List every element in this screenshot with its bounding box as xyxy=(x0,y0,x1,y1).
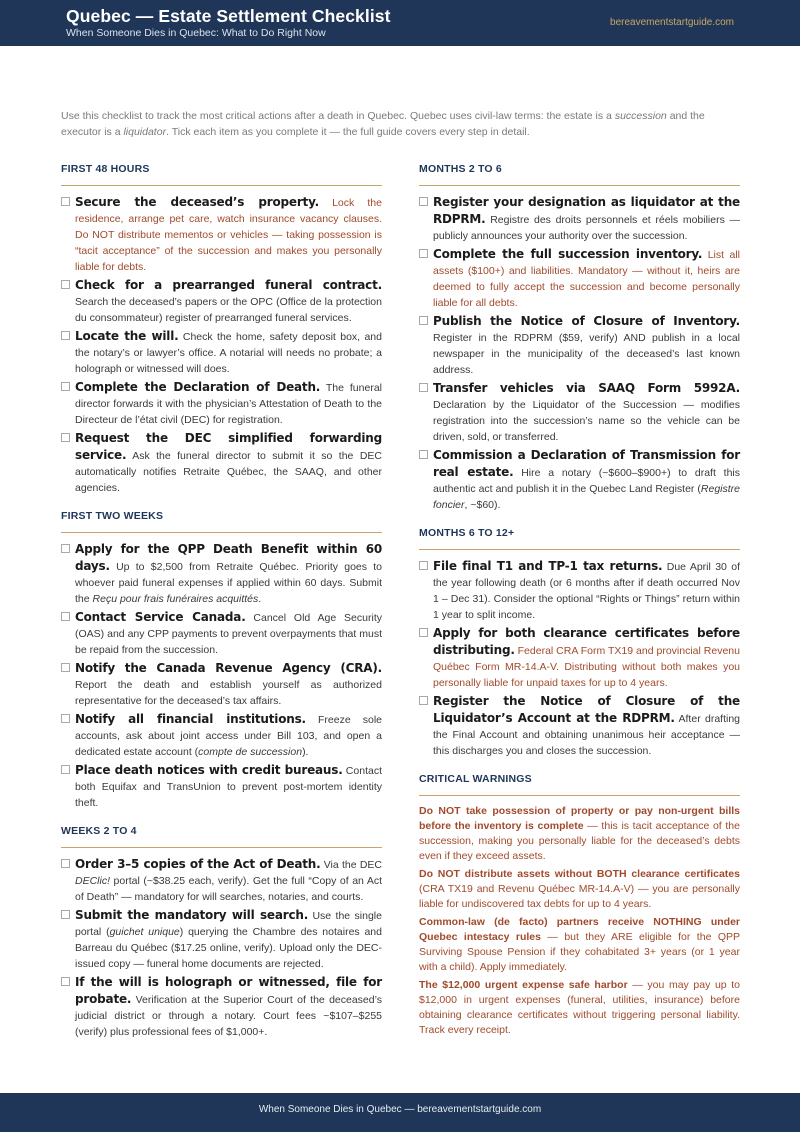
item-heading: Locate the will. xyxy=(75,329,179,343)
item-heading: Transfer vehicles via SAAQ Form 5992A. xyxy=(433,381,740,395)
item-heading: Publish the Notice of Closure of Inventory. xyxy=(433,314,740,328)
item-text: Due April 30 of the year following death (or 6 months after if death occurred Nov 1 – Dec 31). Consider the optional “Rights or Things” return within 1 year to split income. xyxy=(433,561,741,621)
item-heading: Register the Notice of Closure of the Liquidator’s Account at the RDPRM. xyxy=(433,694,740,725)
item-heading: Secure the deceased’s property. xyxy=(75,195,319,209)
checklist-item xyxy=(419,313,740,378)
item-heading: Submit the mandatory will search. xyxy=(75,908,309,922)
item-heading: File final T1 and TP-1 tax returns. xyxy=(433,559,663,573)
item-text: Up to $2,500 from Retraite Québec. Priority goes to whoever paid funeral expenses if applied within 60 days. Submit the xyxy=(75,561,382,605)
checkbox[interactable] xyxy=(419,249,428,258)
warning-text: — you may pay up to $12,000 in urgent expenses (funeral, utilities, insurance) before obtaining clearance certificates without triggering personal liability. Track every receipt. xyxy=(419,979,740,1036)
item-text: Hire a notary (~$600–$900+) to draft this authentic act and publish it in the Quebec Land Register ( xyxy=(433,467,740,495)
checklist-item xyxy=(419,447,740,513)
item-text: ). xyxy=(302,746,309,758)
section-title: FIRST 48 HOURS xyxy=(61,163,382,186)
checklist-item xyxy=(419,246,740,311)
section-title: MONTHS 2 TO 6 xyxy=(419,163,740,186)
item-text: Freeze sole accounts, ask about joint access under Bill 103, and open a dedicated estate account ( xyxy=(75,714,382,758)
item-heading: Contact Service Canada. xyxy=(75,610,246,624)
checkbox[interactable] xyxy=(61,859,70,868)
checkbox[interactable] xyxy=(61,280,70,289)
item-text: , ~$60). xyxy=(464,499,501,511)
checkbox[interactable] xyxy=(61,331,70,340)
section-title: CRITICAL WARNINGS xyxy=(419,773,740,796)
section-first-48-hours xyxy=(61,163,382,496)
warning-text: (CRA TX19 and Revenu Québec MR-14.A-V) — you are personally liable for undiscovered tax debts for up to 4 years. xyxy=(419,883,740,910)
checkbox[interactable] xyxy=(419,316,428,325)
checklist xyxy=(61,541,382,811)
checklist-item xyxy=(61,660,382,709)
item-warning-text: Federal CRA Form TX19 and provincial Revenu Québec Form MR-14.A-V. Distributing without both makes you personally liable for unpaid taxes for up to 4 years. xyxy=(433,645,740,689)
intro-text: and the executor is a xyxy=(61,110,705,138)
checklist-item xyxy=(419,693,740,759)
warning-heading: Do NOT distribute assets without BOTH clearance certificates xyxy=(419,868,740,880)
checkbox[interactable] xyxy=(61,910,70,919)
intro-term-liquidator: liquidator xyxy=(123,126,167,138)
checkbox[interactable] xyxy=(419,696,428,705)
section-critical-warnings xyxy=(419,773,740,1038)
checklist-item xyxy=(419,380,740,445)
checkbox[interactable] xyxy=(419,450,428,459)
warnings-list xyxy=(419,804,740,1038)
item-text: The funeral director forwards it with the physician’s Attestation of Death to the Directeur de l’état civil (DEC) for registration. xyxy=(75,382,382,426)
item-text: Ask the funeral director to submit it so the DEC automatically notifies Retraite Québec, the SAAQ, and other agencies. xyxy=(75,450,382,494)
warning-heading: The $12,000 urgent expense safe harbor xyxy=(419,979,628,991)
item-text: Contact both Equifax and TransUnion to prevent post-mortem identity theft. xyxy=(75,765,382,809)
checkbox[interactable] xyxy=(61,714,70,723)
section-title: MONTHS 6 TO 12+ xyxy=(419,527,740,550)
item-text: Verification at the Superior Court of the deceased’s judicial district or through a notary. Court fees ~$107–$255 (verify) plus professional fees of $1,000+. xyxy=(75,994,382,1038)
item-heading: Apply for both clearance certificates before distributing. xyxy=(433,626,740,657)
page-footer xyxy=(0,1093,800,1132)
checklist-item xyxy=(61,277,382,326)
checklist-item xyxy=(61,609,382,658)
intro-text: Use this checklist to track the most critical actions after a death in Quebec. Quebec uses civil-law terms: the estate is a xyxy=(61,110,615,122)
page-header xyxy=(0,0,800,46)
checklist-item xyxy=(419,625,740,691)
item-text: Registre des droits personnels et réels mobiliers — publicly announces your authority over the succession. xyxy=(433,214,740,242)
section-weeks-2-to-4 xyxy=(61,825,382,1040)
warning-item xyxy=(419,867,740,912)
checkbox[interactable] xyxy=(419,197,428,206)
checklist-item xyxy=(419,194,740,244)
item-heading: Check for a prearranged funeral contract. xyxy=(75,278,382,292)
item-text: ) querying the Chambre des notaires and Barreau du Québec ($17.25 online, verify). Upload only the DEC-issued copy — funeral home documents are rejected. xyxy=(75,926,382,970)
checklist-item xyxy=(61,711,382,760)
checklist-item xyxy=(61,762,382,811)
section-first-two-weeks xyxy=(61,510,382,811)
footer-text: When Someone Dies in Quebec — bereavementstartguide.com xyxy=(258,1104,542,1115)
item-term: Reçu pour frais funéraires acquittés xyxy=(92,593,259,605)
checklist xyxy=(61,856,382,1040)
item-text: Check the home, safety deposit box, and the notary’s or lawyer’s office. A notarial will needs no probate; a holograph or witnessed will does. xyxy=(75,331,382,375)
checkbox[interactable] xyxy=(419,561,428,570)
item-text: . xyxy=(258,593,262,605)
checkbox[interactable] xyxy=(61,197,70,206)
item-text: Search the deceased’s papers or the OPC (Office de la protection du consommateur) register of prearranged funeral services. xyxy=(75,296,382,324)
checkbox[interactable] xyxy=(61,544,70,553)
checklist xyxy=(61,194,382,496)
item-text: Cancel Old Age Security (OAS) and any CPP payments to prevent overpayments that must be repaid from the succession. xyxy=(75,612,382,656)
item-term: compte de succession xyxy=(198,746,303,758)
warning-item xyxy=(419,915,740,975)
item-text: Declaration by the Liquidator of the Succession — modifies registration into the succession’s name so the vehicle can be driven, sold, or transferred. xyxy=(433,399,740,443)
item-text: Report the death and establish yourself as authorized representative for the deceased’s tax affairs. xyxy=(75,679,382,707)
checkbox[interactable] xyxy=(61,977,70,986)
item-heading: If the will is holograph or witnessed, file for probate. xyxy=(75,975,382,1006)
checklist-item xyxy=(61,541,382,607)
warning-text: — but they ARE eligible for the QPP Surviving Spouse Pension if they cohabitated 3+ years (or 1 year with a child). Apply immediately. xyxy=(419,931,741,973)
warning-heading: Do NOT take possession of property or pay non-urgent bills before the inventory is complete xyxy=(419,805,740,832)
checkbox[interactable] xyxy=(61,433,70,442)
item-term: DEClic! xyxy=(75,875,111,887)
item-text: After drafting the Final Account and obtaining unanimous heir acceptance — this discharges you and closes the succession. xyxy=(433,713,741,757)
item-heading: Place death notices with credit bureaus. xyxy=(75,763,343,777)
checklist-item xyxy=(61,194,382,275)
checklist xyxy=(419,558,740,759)
item-heading: Register your designation as liquidator at the RDPRM. xyxy=(433,195,740,226)
item-heading: Notify all financial institutions. xyxy=(75,712,306,726)
item-heading: Commission a Declaration of Transmission for real estate. xyxy=(433,448,740,479)
section-months-6-to-12 xyxy=(419,527,740,759)
left-column xyxy=(61,163,382,1054)
item-warning-text: Lock the residence, arrange pet care, watch insurance vacancy clauses. Do NOT distribute mementos or vehicles — taking possession is “tacit acceptance” of the succession and makes you personally liable for debts. xyxy=(75,197,382,273)
section-title: FIRST TWO WEEKS xyxy=(61,510,382,533)
checklist-item xyxy=(61,430,382,496)
checklist-item xyxy=(419,558,740,623)
page-subtitle: When Someone Dies in Quebec: What to Do Right Now xyxy=(66,27,326,39)
item-heading: Request the DEC simplified forwarding service. xyxy=(75,431,382,462)
checkbox[interactable] xyxy=(61,663,70,672)
item-text: Use the single portal ( xyxy=(75,910,382,938)
checkbox[interactable] xyxy=(61,765,70,774)
checklist-item xyxy=(61,907,382,972)
item-heading: Order 3–5 copies of the Act of Death. xyxy=(75,857,321,871)
item-heading: Complete the full succession inventory. xyxy=(433,247,703,261)
item-heading: Apply for the QPP Death Benefit within 60 days. xyxy=(75,542,382,573)
intro-paragraph xyxy=(61,108,739,140)
site-link[interactable]: bereavementstartguide.com xyxy=(610,17,734,28)
checklist-item xyxy=(61,974,382,1040)
item-heading: Complete the Declaration of Death. xyxy=(75,380,321,394)
checkbox[interactable] xyxy=(61,382,70,391)
checklist-item xyxy=(61,379,382,428)
warning-item xyxy=(419,978,740,1038)
checklist-item xyxy=(61,856,382,905)
item-text: portal (~$38.25 each, verify). Get the full “Copy of an Act of Death” — mandatory for will searches, notaries, and courts. xyxy=(75,875,382,903)
checkbox[interactable] xyxy=(61,612,70,621)
section-months-2-to-6 xyxy=(419,163,740,513)
checklist xyxy=(419,194,740,513)
item-text: Via the DEC xyxy=(320,859,382,871)
item-term: Registre foncier xyxy=(433,483,740,511)
checkbox[interactable] xyxy=(419,383,428,392)
item-heading: Notify the Canada Revenue Agency (CRA). xyxy=(75,661,382,675)
checkbox[interactable] xyxy=(419,628,428,637)
item-warning-text: List all assets ($100+) and liabilities. Mandatory — without it, heirs are deemed to fully accept the succession and become personally liable for all debts. xyxy=(433,249,740,309)
item-term: guichet unique xyxy=(109,926,180,938)
warning-item xyxy=(419,804,740,864)
right-column xyxy=(419,163,740,1052)
intro-text: . Tick each item as you complete it — the full guide covers every step in detail. xyxy=(166,126,530,138)
section-title: WEEKS 2 TO 4 xyxy=(61,825,382,848)
page-title: Quebec — Estate Settlement Checklist xyxy=(66,6,391,26)
warning-heading: Common-law (de facto) partners receive NOTHING under Quebec intestacy rules xyxy=(419,916,740,943)
warning-text: — this is tacit acceptance of the succession, making you personally liable for the deceased’s debts even if they exceed assets. xyxy=(419,820,740,862)
intro-term-succession: succession xyxy=(614,110,667,122)
checklist-item xyxy=(61,328,382,377)
item-text: Register in the RDPRM ($59, verify) AND publish in a local newspaper in the municipality of the deceased’s last known address. xyxy=(433,332,740,376)
